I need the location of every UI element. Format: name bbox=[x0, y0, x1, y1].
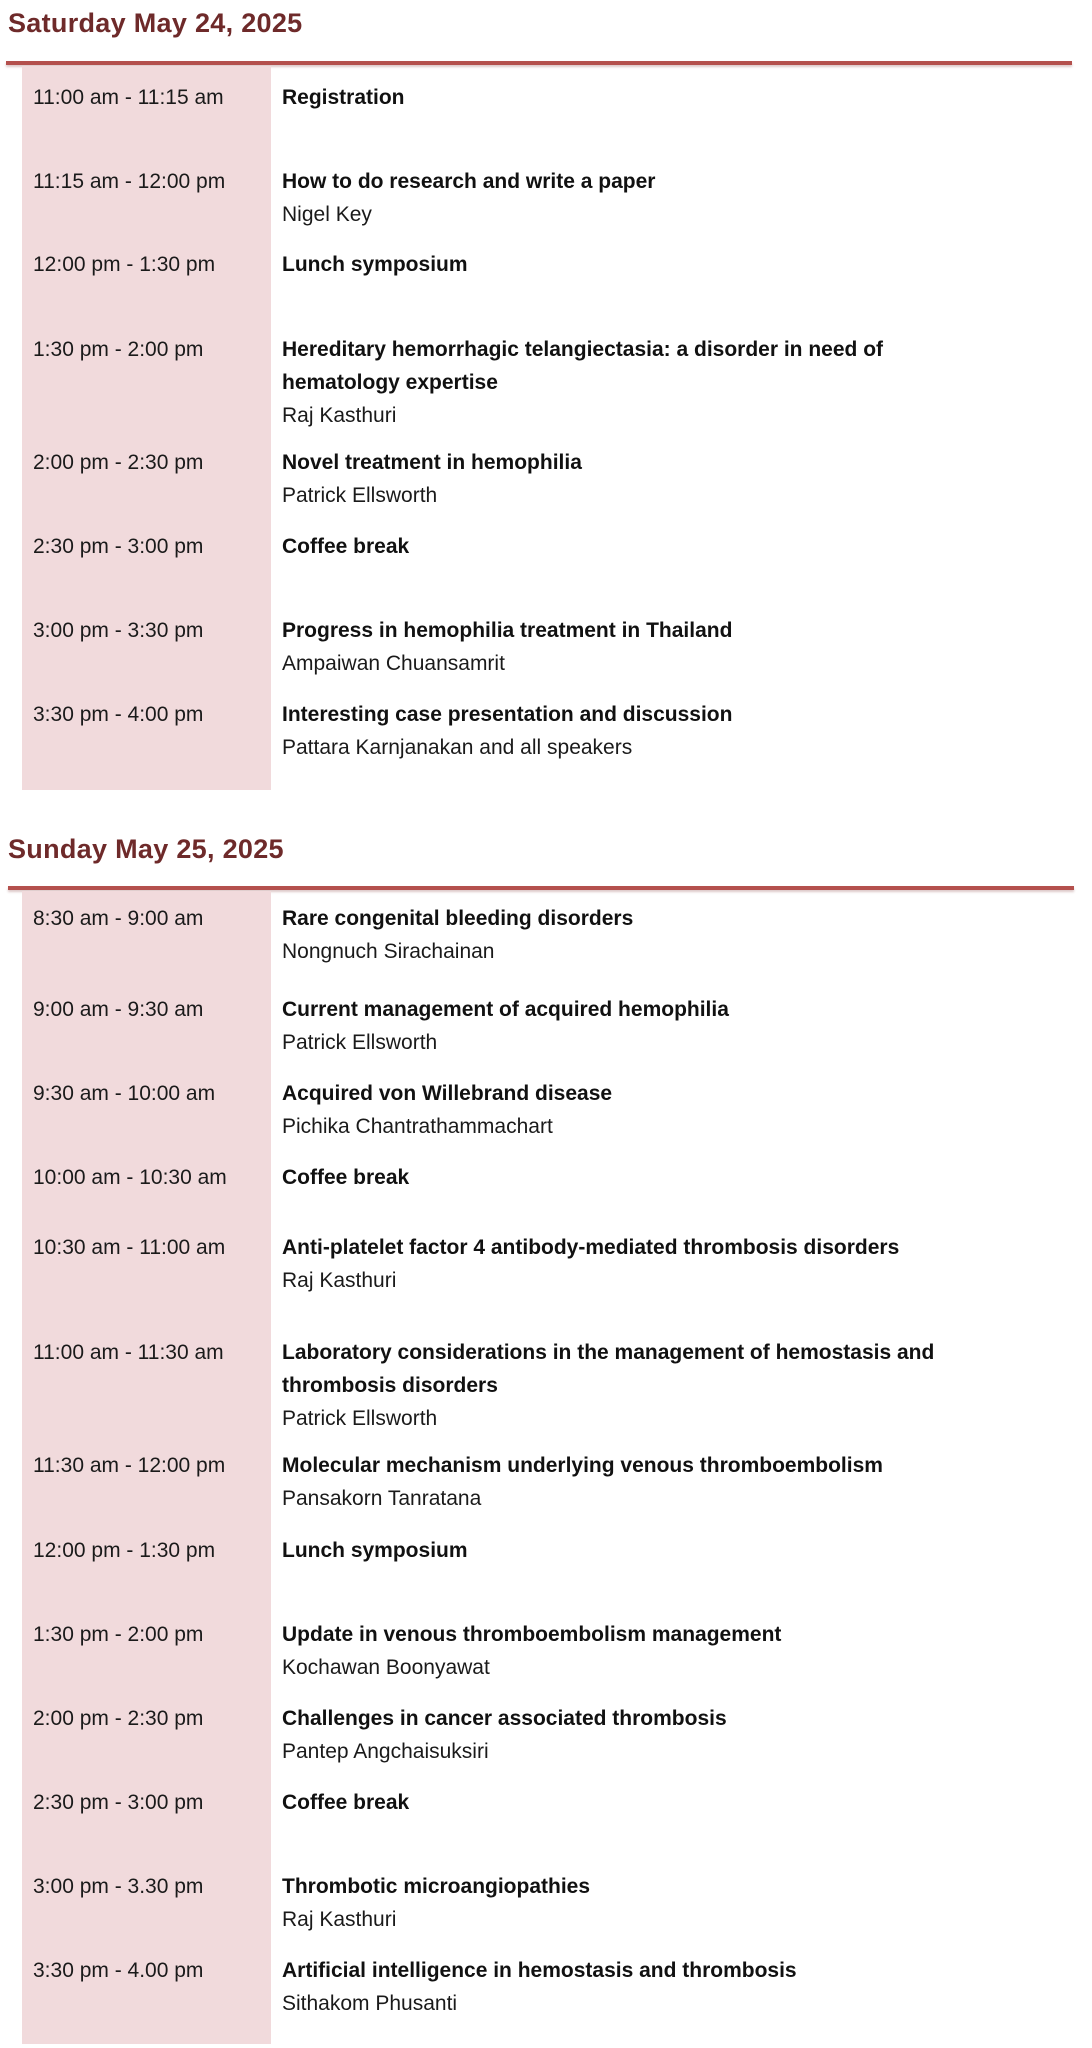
session-title: Thrombotic microangiopathies bbox=[282, 1875, 591, 1898]
session-title: Acquired von Willebrand disease bbox=[282, 1082, 613, 1105]
session-title: Hereditary hemorrhagic telangiectasia: a disorder in need of hematology expertise bbox=[282, 338, 884, 394]
session-title: Novel treatment in hemophilia bbox=[282, 451, 582, 474]
session-time: 1:30 pm - 2:00 pm bbox=[33, 1623, 204, 1646]
session-speaker: Patrick Ellsworth bbox=[282, 1031, 438, 1054]
session-title: Coffee break bbox=[282, 1166, 410, 1189]
session-info bbox=[282, 530, 1052, 563]
session-info bbox=[282, 1161, 1052, 1194]
session-title: Lunch symposium bbox=[282, 253, 468, 276]
session-info bbox=[282, 1336, 1052, 1435]
session-info bbox=[282, 446, 1052, 512]
session-info bbox=[282, 1231, 1052, 1297]
session-time: 9:30 am - 10:00 am bbox=[33, 1082, 216, 1105]
session-time: 2:00 pm - 2:30 pm bbox=[33, 451, 204, 474]
session-info bbox=[282, 165, 1052, 231]
session-time: 2:00 pm - 2:30 pm bbox=[33, 1707, 204, 1730]
session-time: 11:15 am - 12:00 pm bbox=[33, 170, 226, 193]
session-title: Current management of acquired hemophilia bbox=[282, 998, 729, 1021]
session-time: 3:00 pm - 3:30 pm bbox=[33, 619, 204, 642]
session-speaker: Pansakorn Tanratana bbox=[282, 1487, 482, 1510]
session-speaker: Nigel Key bbox=[282, 203, 372, 226]
day-divider bbox=[8, 886, 1074, 890]
session-time: 2:30 pm - 3:00 pm bbox=[33, 1791, 204, 1814]
session-info bbox=[282, 698, 1052, 764]
session-speaker: Raj Kasthuri bbox=[282, 1908, 397, 1931]
session-speaker: Kochawan Boonyawat bbox=[282, 1656, 490, 1679]
session-info bbox=[282, 1954, 1052, 2020]
session-time: 2:30 pm - 3:00 pm bbox=[33, 535, 204, 558]
day-heading: Sunday May 25, 2025 bbox=[8, 834, 284, 864]
session-speaker: Patrick Ellsworth bbox=[282, 484, 438, 507]
session-time: 3:30 pm - 4.00 pm bbox=[33, 1959, 204, 1982]
session-time: 11:30 am - 12:00 pm bbox=[33, 1454, 226, 1477]
session-title: Coffee break bbox=[282, 535, 410, 558]
session-title: Lunch symposium bbox=[282, 1539, 468, 1562]
session-info bbox=[282, 1449, 1052, 1515]
session-speaker: Ampaiwan Chuansamrit bbox=[282, 652, 505, 675]
session-info bbox=[282, 248, 1052, 281]
session-title: Laboratory considerations in the management of hemostasis and thrombosis disorders bbox=[282, 1341, 935, 1397]
session-title: Interesting case presentation and discussion bbox=[282, 703, 733, 726]
session-time: 3:00 pm - 3.30 pm bbox=[33, 1875, 204, 1898]
session-info bbox=[282, 81, 1052, 114]
session-info bbox=[282, 614, 1052, 680]
session-speaker: Pichika Chantrathammachart bbox=[282, 1115, 553, 1138]
session-title: Rare congenital bleeding disorders bbox=[282, 907, 634, 930]
session-speaker: Patrick Ellsworth bbox=[282, 1407, 438, 1430]
session-title: Artificial intelligence in hemostasis and thrombosis bbox=[282, 1959, 797, 1982]
session-time: 1:30 pm - 2:00 pm bbox=[33, 338, 204, 361]
session-title: Progress in hemophilia treatment in Thailand bbox=[282, 619, 733, 642]
session-speaker: Sithakom Phusanti bbox=[282, 1992, 458, 2015]
session-time: 10:00 am - 10:30 am bbox=[33, 1166, 227, 1189]
session-speaker: Pattara Karnjanakan and all speakers bbox=[282, 736, 633, 759]
session-info bbox=[282, 1786, 1052, 1819]
session-time: 11:00 am - 11:15 am bbox=[33, 86, 224, 109]
session-info bbox=[282, 1534, 1052, 1567]
session-speaker: Raj Kasthuri bbox=[282, 404, 397, 427]
session-time: 12:00 pm - 1:30 pm bbox=[33, 1539, 216, 1562]
session-time: 10:30 am - 11:00 am bbox=[33, 1236, 226, 1259]
session-title: Challenges in cancer associated thrombosis bbox=[282, 1707, 727, 1730]
session-title: Coffee break bbox=[282, 1791, 410, 1814]
session-title: Molecular mechanism underlying venous thromboembolism bbox=[282, 1454, 883, 1477]
session-speaker: Pantep Angchaisuksiri bbox=[282, 1740, 489, 1763]
session-title: How to do research and write a paper bbox=[282, 170, 656, 193]
session-title: Registration bbox=[282, 86, 405, 109]
day-divider bbox=[6, 61, 1072, 65]
session-info bbox=[282, 1870, 1052, 1936]
session-info bbox=[282, 902, 1052, 968]
session-time: 12:00 pm - 1:30 pm bbox=[33, 253, 216, 276]
session-time: 11:00 am - 11:30 am bbox=[33, 1341, 224, 1364]
session-info bbox=[282, 1702, 1052, 1768]
session-speaker: Raj Kasthuri bbox=[282, 1269, 397, 1292]
session-info bbox=[282, 1077, 1052, 1143]
session-info bbox=[282, 1618, 1052, 1684]
session-title: Anti-platelet factor 4 antibody-mediated thrombosis disorders bbox=[282, 1236, 900, 1259]
session-time: 3:30 pm - 4:00 pm bbox=[33, 703, 204, 726]
session-title: Update in venous thromboembolism management bbox=[282, 1623, 782, 1646]
session-time: 8:30 am - 9:00 am bbox=[33, 907, 204, 930]
session-speaker: Nongnuch Sirachainan bbox=[282, 940, 495, 963]
session-info bbox=[282, 333, 962, 432]
session-time: 9:00 am - 9:30 am bbox=[33, 998, 204, 1021]
day-heading: Saturday May 24, 2025 bbox=[8, 8, 303, 38]
session-info bbox=[282, 993, 1052, 1059]
